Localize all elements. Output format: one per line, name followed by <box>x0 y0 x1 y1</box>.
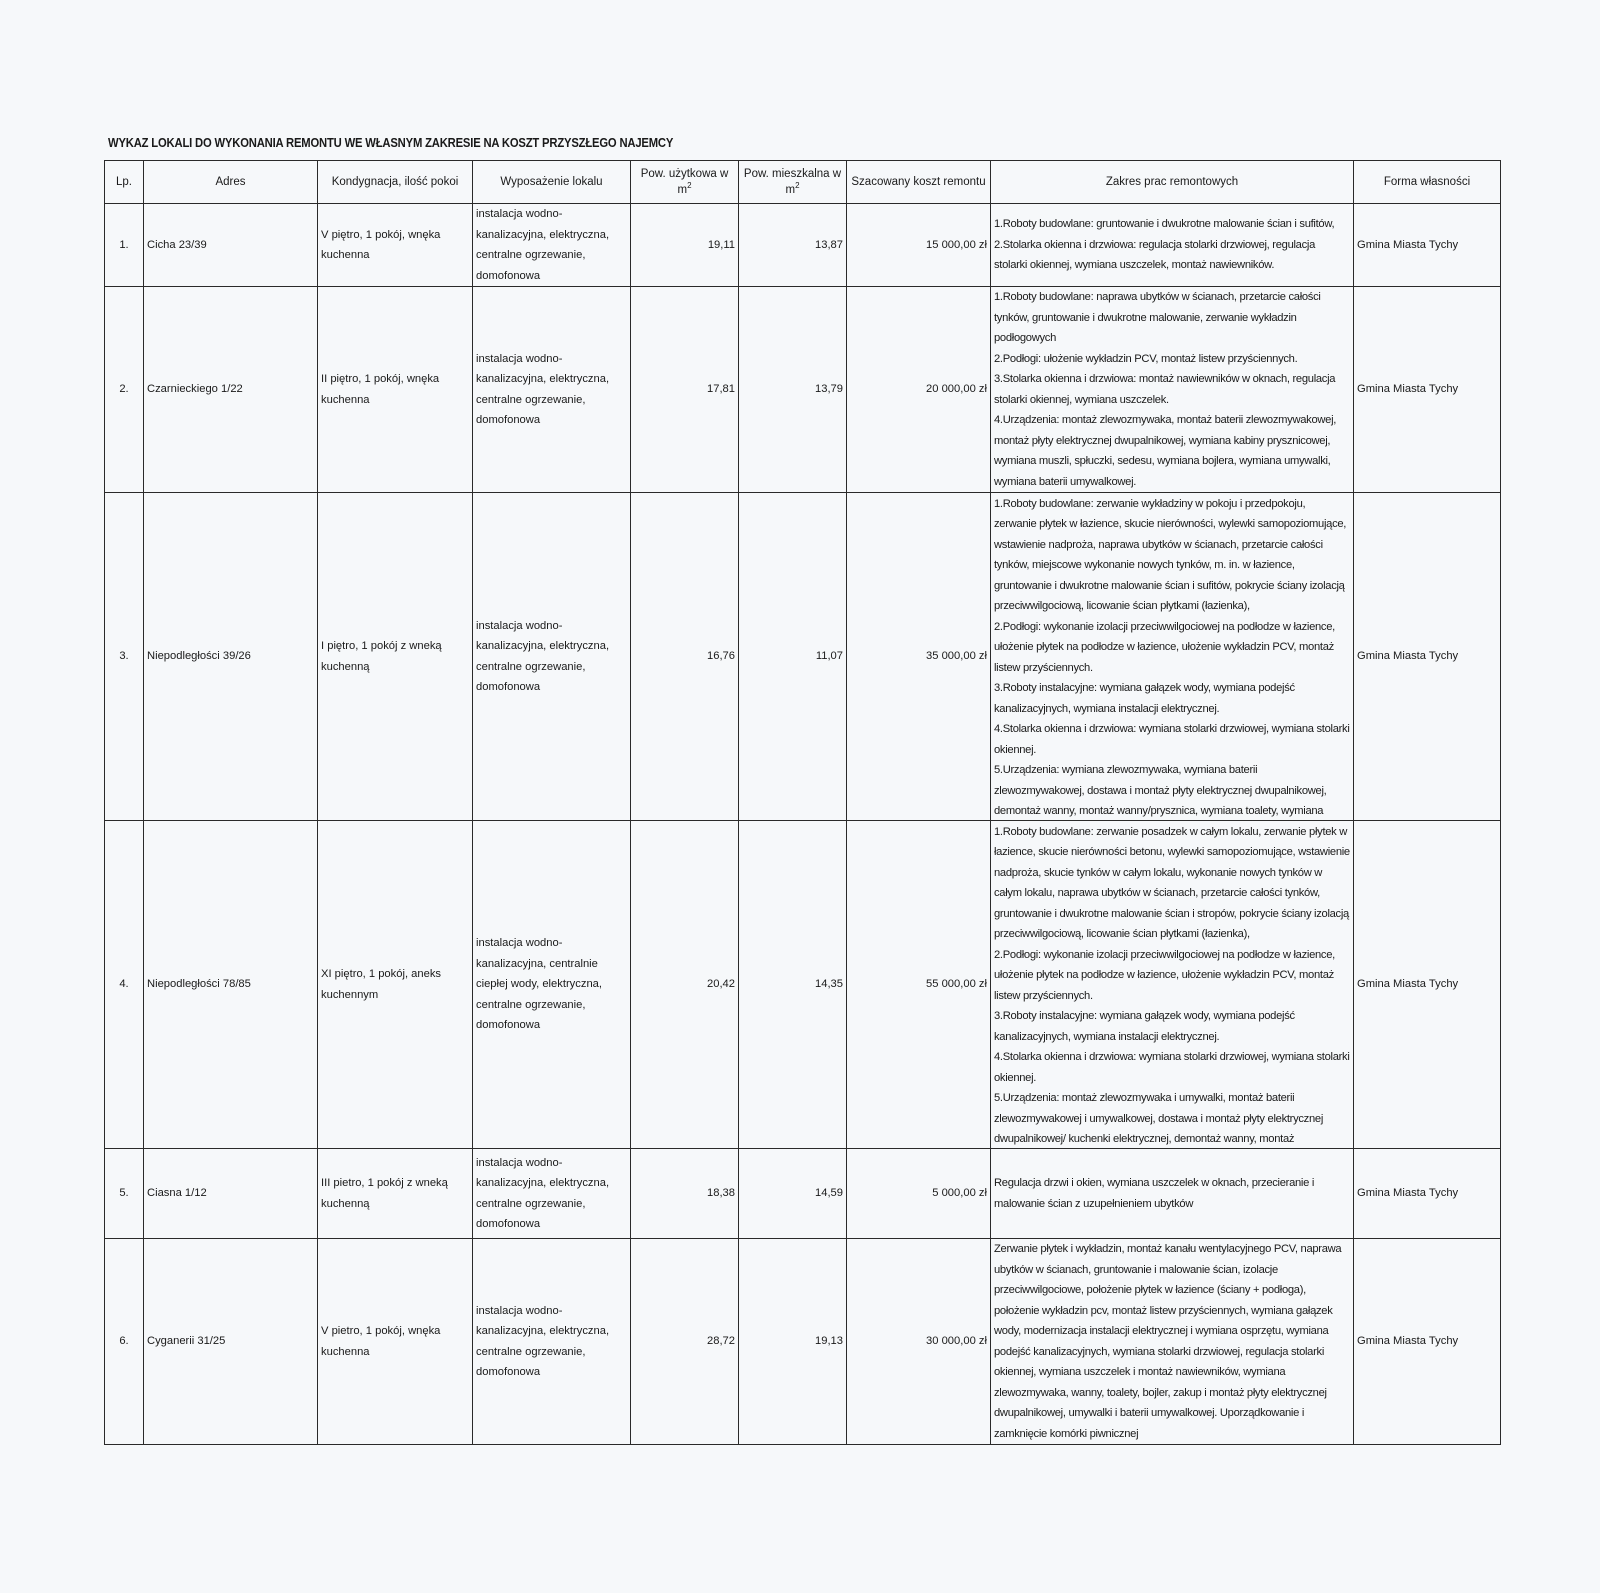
header-koszt: Szacowany koszt remontu <box>847 161 991 204</box>
cell-zakres <box>991 821 1354 1149</box>
table-row <box>105 204 1501 287</box>
table-row <box>105 1149 1501 1239</box>
header-forma: Forma własności <box>1354 161 1501 204</box>
header-zakres: Zakres prac remontowych <box>991 161 1354 204</box>
cell-lp: 4. <box>105 821 144 1149</box>
document-title: WYKAZ LOKALI DO WYKONANIA REMONTU WE WŁASNYM ZAKRESIE NA KOSZT PRZYSZŁEGO NAJEMCY <box>108 136 674 150</box>
cell-pow-uzytkowa: 17,81 <box>631 287 739 493</box>
cell-lp: 6. <box>105 1239 144 1445</box>
cell-wyposazenie: instalacja wodno-kanalizacyjna, elektryczna, centralne ogrzewanie, domofonowa <box>473 287 631 493</box>
table-header-row <box>105 161 1501 204</box>
cell-pow-mieszkalna: 14,35 <box>739 821 847 1149</box>
cell-pow-uzytkowa: 16,76 <box>631 493 739 821</box>
cell-wyposazenie: instalacja wodno-kanalizacyjna, elektryczna, centralne ogrzewanie, domofonowa <box>473 493 631 821</box>
cell-kondygnacja: V piętro, 1 pokój, wnęka kuchenna <box>318 204 473 287</box>
cell-koszt: 55 000,00 zł <box>847 821 991 1149</box>
cell-zakres: 1.Roboty budowlane: naprawa ubytków w ścianach, przetarcie całości tynków, gruntowanie i dwukrotne malowanie, zerwanie wykładzin podłogowych 2.Podłogi: ułożenie wykładzin PCV, montaż listew przyściennych. 3.Stolarka okienna i drzwiowa: montaż nawiewników w oknach, regulacja stolarki okiennej, wymiana uszczelek. 4.Urządzenia: montaż zlewozmywaka, montaż baterii zlewozmywakowej, montaż płyty elektrycznej dwupalnikowej, wymiana kabiny prysznicowej, wymiana muszli, spłuczki, sedesu, wymiana bojlera, wymiana umywalki, wymiana baterii umywalkowej. <box>991 287 1354 493</box>
cell-pow-mieszkalna: 19,13 <box>739 1239 847 1445</box>
cell-kondygnacja: XI piętro, 1 pokój, aneks kuchennym <box>318 821 473 1149</box>
cell-lp: 5. <box>105 1149 144 1239</box>
premises-table <box>104 160 1501 1445</box>
cell-adres: Cyganerii 31/25 <box>144 1239 318 1445</box>
cell-koszt: 35 000,00 zł <box>847 493 991 821</box>
header-wyposazenie: Wyposażenie lokalu <box>473 161 631 204</box>
table-row <box>105 821 1501 1149</box>
cell-pow-uzytkowa: 28,72 <box>631 1239 739 1445</box>
header-pow-mieszkalna <box>739 161 847 204</box>
header-pow-uzytkowa-sup: 2 <box>687 181 692 191</box>
header-adres: Adres <box>144 161 318 204</box>
header-pow-uzytkowa-label: Pow. użytkowa w m <box>640 168 729 196</box>
cell-adres: Cicha 23/39 <box>144 204 318 287</box>
cell-kondygnacja: III pietro, 1 pokój z wneką kuchenną <box>318 1149 473 1239</box>
table-row <box>105 1239 1501 1445</box>
cell-pow-uzytkowa: 19,11 <box>631 204 739 287</box>
cell-forma: Gmina Miasta Tychy <box>1354 821 1501 1149</box>
cell-zakres <box>991 493 1354 821</box>
header-pow-mieszkalna-label: Pow. mieszkalna w m <box>743 168 842 196</box>
cell-kondygnacja: V pietro, 1 pokój, wnęka kuchenna <box>318 1239 473 1445</box>
cell-koszt: 15 000,00 zł <box>847 204 991 287</box>
cell-pow-mieszkalna: 11,07 <box>739 493 847 821</box>
cell-kondygnacja: I piętro, 1 pokój z wneką kuchenną <box>318 493 473 821</box>
cell-zakres: Regulacja drzwi i okien, wymiana uszczelek w oknach, przecieranie i malowanie ścian z uzupełnieniem ubytków <box>991 1149 1354 1239</box>
header-pow-uzytkowa <box>631 161 739 204</box>
cell-koszt: 5 000,00 zł <box>847 1149 991 1239</box>
cell-pow-mieszkalna: 14,59 <box>739 1149 847 1239</box>
cell-lp: 1. <box>105 204 144 287</box>
cell-wyposazenie: instalacja wodno-kanalizacyjna, elektryczna, centralne ogrzewanie, domofonowa <box>473 1149 631 1239</box>
cell-forma: Gmina Miasta Tychy <box>1354 287 1501 493</box>
cell-adres: Niepodległości 78/85 <box>144 821 318 1149</box>
cell-koszt: 30 000,00 zł <box>847 1239 991 1445</box>
cell-zakres: Zerwanie płytek i wykładzin, montaż kanału wentylacyjnego PCV, naprawa ubytków w ścianach, gruntowanie i malowanie ścian, izolacje przeciwwilgociowe, położenie płytek w łazience (ściany + podłoga), położenie wykładzin pcv, montaż listew przyściennych, wymiana gałązek wody, modernizacja instalacji elektrycznej i wymiana osprzętu, wymiana podejść kanalizacyjnych, wymiana stolarki drzwiowej, regulacja stolarki okiennej, wymiana uszczelek i montaż nawiewników, wymiana zlewozmywaka, wanny, toalety, bojler, zakup i montaż płyty elektrycznej dwupalnikowej, umywalki i baterii umywalkowej. Uporządkowanie i zamknięcie komórki piwnicznej <box>991 1239 1354 1445</box>
cell-zakres: 1.Roboty budowlane: gruntowanie i dwukrotne malowanie ścian i sufitów, 2.Stolarka okienna i drzwiowa: regulacja stolarki drzwiowej, regulacja stolarki okiennej, wymiana uszczelek, montaż nawiewników. <box>991 204 1354 287</box>
scope-text: 1.Roboty budowlane: zerwanie posadzek w całym lokalu, zerwanie płytek w łazience, skucie nierówności betonu, wylewki samopoziomujące, wstawienie nadproża, skucie tynków w całym lokalu, wykonanie nowych tynków w całym lokalu, naprawa ubytków w ścianach, przetarcie całości tynków, gruntowanie i dwukrotne malowanie ścian i stropów, pokrycie ściany izolacją przeciwwilgociową, licowanie ścian płytkami (łazienka), 2.Podłogi: wykonanie izolacji przeciwwilgociowej na podłodze w łazience, ułożenie płytek na podłodze w łazience, ułożenie wykładzin PCV, montaż listew przyściennych. 3.Roboty instalacyjne: wymiana gałązek wody, wymiana podejść kanalizacyjnych, wymiana instalacji elektrycznej. 4.Stolarka okienna i drzwiowa: wymiana stolarki drzwiowej, wymiana stolarki okiennej. 5.Urządzenia: montaż zlewozmywaka i umywalki, montaż baterii zlewozmywakowej i umywalkowej, dostawa i montaż płyty elektrycznej dwupalnikowej/ kuchenki elektrycznej, demontaż wanny, montaż <box>994 825 1350 1145</box>
cell-koszt: 20 000,00 zł <box>847 287 991 493</box>
table-row <box>105 493 1501 821</box>
header-pow-mieszkalna-sup: 2 <box>795 181 800 191</box>
cell-wyposazenie: instalacja wodno-kanalizacyjna, centralnie ciepłej wody, elektryczna, centralne ogrzewanie, domofonowa <box>473 821 631 1149</box>
cell-adres: Ciasna 1/12 <box>144 1149 318 1239</box>
cell-forma: Gmina Miasta Tychy <box>1354 204 1501 287</box>
cell-forma: Gmina Miasta Tychy <box>1354 1149 1501 1239</box>
header-lp: Lp. <box>105 161 144 204</box>
cell-wyposazenie: instalacja wodno-kanalizacyjna, elektryczna, centralne ogrzewanie, domofonowa <box>473 1239 631 1445</box>
cell-forma: Gmina Miasta Tychy <box>1354 493 1501 821</box>
cell-adres: Czarnieckiego 1/22 <box>144 287 318 493</box>
header-kondygnacja: Kondygnacja, ilość pokoi <box>318 161 473 204</box>
cell-pow-mieszkalna: 13,79 <box>739 287 847 493</box>
cell-wyposazenie: instalacja wodno-kanalizacyjna, elektryczna, centralne ogrzewanie, domofonowa <box>473 204 631 287</box>
cell-adres: Niepodległości 39/26 <box>144 493 318 821</box>
cell-lp: 2. <box>105 287 144 493</box>
cell-pow-uzytkowa: 18,38 <box>631 1149 739 1239</box>
table-row <box>105 287 1501 493</box>
cell-pow-mieszkalna: 13,87 <box>739 204 847 287</box>
cell-forma: Gmina Miasta Tychy <box>1354 1239 1501 1445</box>
cell-pow-uzytkowa: 20,42 <box>631 821 739 1149</box>
cell-kondygnacja: II piętro, 1 pokój, wnęka kuchenna <box>318 287 473 493</box>
scope-text: 1.Roboty budowlane: zerwanie wykładziny w pokoju i przedpokoju, zerwanie płytek w łazience, skucie nierówności, wylewki samopoziomujące, wstawienie nadproża, naprawa ubytków w ścianach, przetarcie całości tynków, miejscowe wykonanie nowych tynków, m. in. w łazience, gruntowanie i dwukrotne malowanie ścian i sufitów, pokrycie ściany izolacją przeciwwilgociową, licowanie ścian płytkami (łazienka), 2.Podłogi: wykonanie izolacji przeciwwilgociowej na podłodze w łazience, ułożenie płytek na podłodze w łazience, ułożenie wykładzin PCV, montaż listew przyściennych. 3.Roboty instalacyjne: wymiana gałązek wody, wymiana podejść kanalizacyjnych, wymiana instalacji elektrycznej. 4.Stolarka okienna i drzwiowa: wymiana stolarki drzwiowej, wymiana stolarki okiennej. 5.Urządzenia: wymiana zlewozmywaka, wymiana baterii zlewozmywakowej, dostawa i montaż płyty elektrycznej dwupalnikowej, demontaż wanny, montaż wanny/prysznica, wymiana toalety, wymiana <box>994 497 1350 817</box>
cell-lp: 3. <box>105 493 144 821</box>
